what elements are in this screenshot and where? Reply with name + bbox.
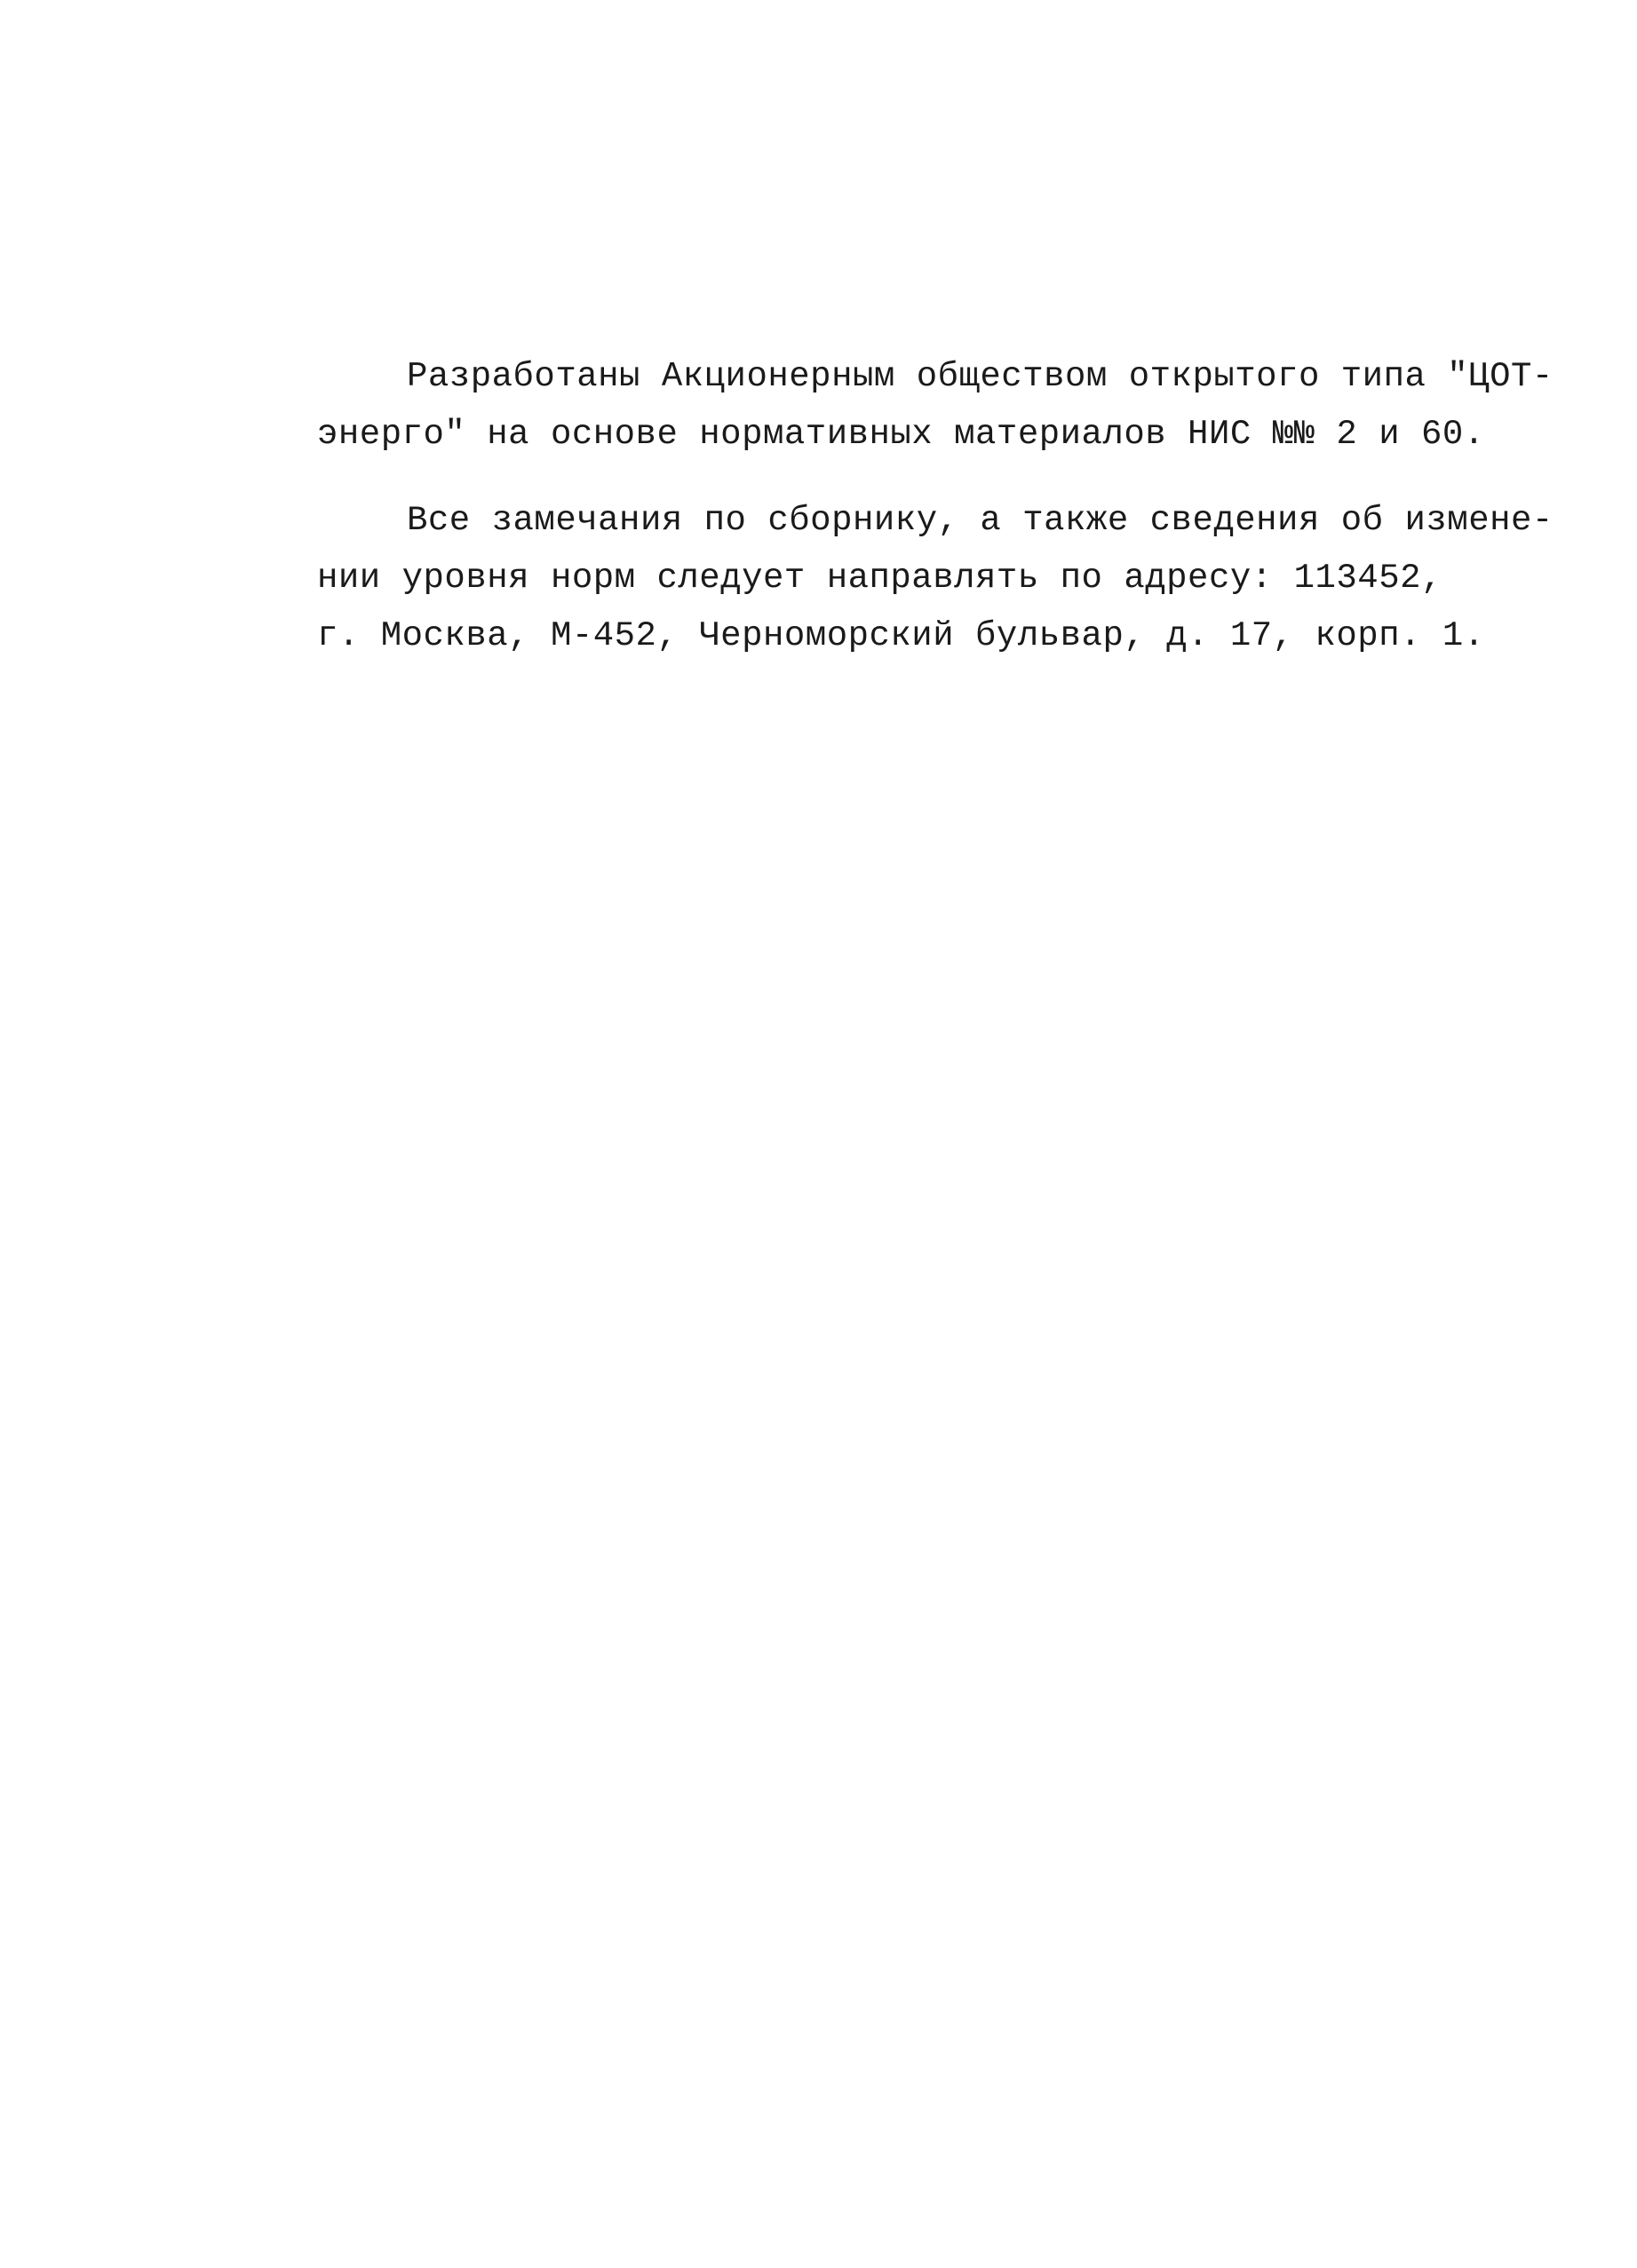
paragraph-2-line-3: г. Москва, М-452, Черноморский бульвар, д. 17, корп. 1. (317, 616, 1485, 655)
paragraph-2-line-2: нии уровня норм следует направлять по адресу: 113452, (317, 559, 1442, 598)
paragraph-2-line-1: Все замечания по сборнику, а также сведения об измене- (407, 501, 1554, 540)
paragraph-1-line-2: энерго" на основе нормативных материалов НИС №№ 2 и 60. (317, 415, 1485, 454)
paragraph-1-line-1: Разработаны Акционерным обществом открытого типа "ЦОТ- (407, 357, 1554, 396)
